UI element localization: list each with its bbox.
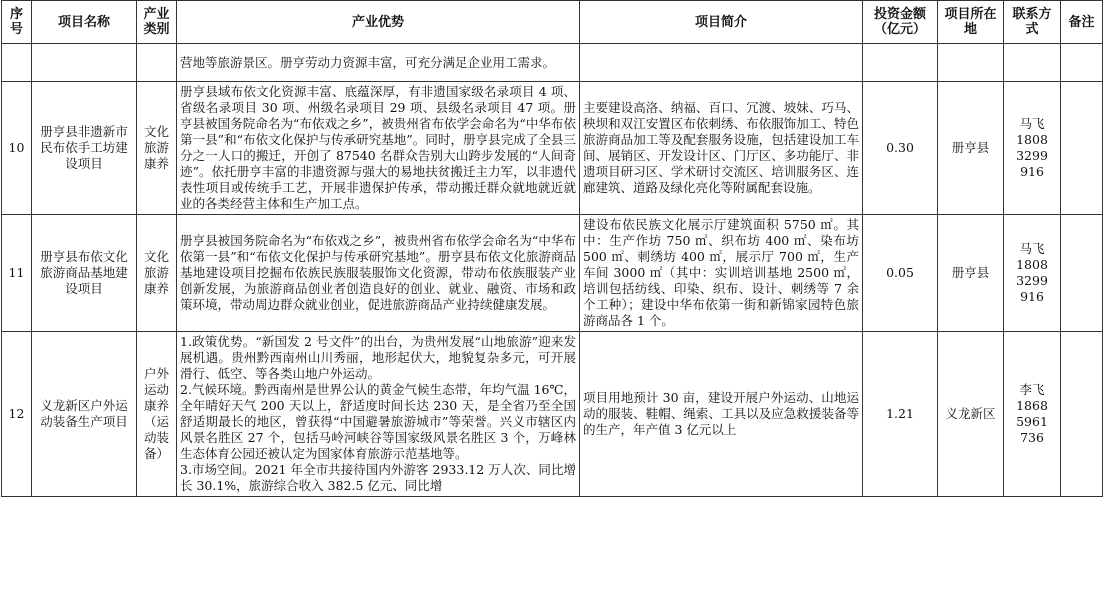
cell-no: 10 — [2, 82, 32, 215]
cell-category: 文化旅游康养 — [137, 82, 177, 215]
cell-no: 11 — [2, 215, 32, 332]
cell-location: 册亨县 — [938, 82, 1004, 215]
header-intro: 项目简介 — [580, 1, 863, 44]
cell-contact: 马飞 1808 3299 916 — [1004, 82, 1061, 215]
header-row — [2, 1, 1103, 44]
cell-name: 册亨县布依文化旅游商品基地建设项目 — [32, 215, 137, 332]
header-no: 序号 — [2, 1, 32, 44]
cell-no: 12 — [2, 332, 32, 497]
investment-project-table — [1, 0, 1103, 497]
cell-note — [1061, 332, 1103, 497]
cell-contact — [1004, 44, 1061, 82]
cell-note — [1061, 215, 1103, 332]
header-amount: 投资金额（亿元） — [863, 1, 938, 44]
cell-intro: 项目用地预计 30 亩，建设开展户外运动、山地运动的服装、鞋帽、绳索、工具以及应急救援装备等的生产，年产值 3 亿元以上 — [580, 332, 863, 497]
cell-location: 册亨县 — [938, 215, 1004, 332]
cell-amount: 1.21 — [863, 332, 938, 497]
cell-location: 义龙新区 — [938, 332, 1004, 497]
cell-category — [137, 44, 177, 82]
cell-advantage: 营地等旅游景区。册亨劳动力资源丰富，可充分满足企业用工需求。 — [177, 44, 580, 82]
cell-category: 文化旅游康养 — [137, 215, 177, 332]
cell-intro: 建设布依民族文化展示厅建筑面积 5750 ㎡。其中：生产作坊 750 ㎡、织布坊 400 ㎡、染布坊 500 ㎡、刺绣坊 400 ㎡，展示厅 700 ㎡，生产车间 3000 ㎡（其中：实训培训基地 2500 ㎡，培训包括纺线、印染、织布、设计、刺绣等 7 余个工种）；建设中华布依第一街和新锦家园特色旅游商品各 1 个。 — [580, 215, 863, 332]
header-category: 产业类别 — [137, 1, 177, 44]
header-contact: 联系方式 — [1004, 1, 1061, 44]
table-row — [2, 332, 1103, 497]
cell-intro: 主要建设高洛、纳福、百口、冗渡、坡妹、巧马、秧坝和双江安置区布依刺绣、布依服饰加工、特色旅游商品加工等及配套服务设施，包括建设加工车间、展销区、开发设计区、门厅区、多功能厅、非遗项目研习区、学术研讨交流区、培训服务区、连廊建筑、道路及绿化亮化等附属配套设施。 — [580, 82, 863, 215]
cell-contact: 马飞 1808 3299 916 — [1004, 215, 1061, 332]
cell-amount: 0.30 — [863, 82, 938, 215]
cell-contact: 李飞 1868 5961 736 — [1004, 332, 1061, 497]
cell-name — [32, 44, 137, 82]
cell-advantage: 1.政策优势。“新国发 2 号文件”的出台，为贵州发展“山地旅游”迎来发展机遇。贵州黔西南州山川秀丽，地形起伏大，地貌复杂多元，可开展滑行、低空、等各类山地户外运动。 2.气候环境。黔西南州是世界公认的黄金气候生态带，年均气温 16℃，全年晴好天气 200 天以上，舒适度时间长达 230 天，是全省乃至全国舒适期最长的地区，曾获得“中国避暑旅游城市”等荣誉。兴义市辖区内风景名胜区 27 个，包括马岭河峡谷等国家级风景名胜区 3 个，万峰林生态体育公园还被认定为国家体育旅游示范基地等。 3.市场空间。2021 年全市共接待国内外游客 2933.12 万人次、同比增长 30.1%，旅游综合收入 382.5 亿元、同比增 — [177, 332, 580, 497]
header-location: 项目所在地 — [938, 1, 1004, 44]
cell-advantage: 册亨县域布依文化资源丰富、底蕴深厚，有非遗国家级名录项目 4 项、省级名录项目 30 项、州级名录项目 29 项、县级名录项目 47 项。册亨县被国务院命名为“布依戏之乡”，被贵州省布依学会命名为“中华布依第一县”和“布依文化保护与传承研究基地”。同时，册亨县完成了全县三分之一人口的搬迁，开创了 87540 名群众告别大山跨步发展的“人间奇迹”。依托册亨丰富的非遗资源与强大的易地扶贫搬迁主力军，以非遗代表性项目或传统手工艺，开展非遗保护传承，带动搬迁群众就地就近就业的各类经营主体和生产加工点。 — [177, 82, 580, 215]
cell-advantage: 册亨县被国务院命名为“布依戏之乡”，被贵州省布依学会命名为“中华布依第一县”和“布依文化保护与传承研究基地”。册亨县布依文化旅游商品基地建设项目挖掘布依族民族服装服饰文化资源，带动布依族服装产业创新发展，为旅游商品创业者创造良好的创业、就业、融资、市场和政策环境，带动周边群众就业创业，促进旅游商品产业持续健康发展。 — [177, 215, 580, 332]
cell-amount — [863, 44, 938, 82]
cell-note — [1061, 44, 1103, 82]
cell-name: 册亨县非遗新市民布依手工坊建设项目 — [32, 82, 137, 215]
header-advantage: 产业优势 — [177, 1, 580, 44]
table-row — [2, 82, 1103, 215]
cell-category: 户外运动康养（运动装备） — [137, 332, 177, 497]
table-row — [2, 215, 1103, 332]
cell-amount: 0.05 — [863, 215, 938, 332]
table-row — [2, 44, 1103, 82]
cell-intro — [580, 44, 863, 82]
header-note: 备注 — [1061, 1, 1103, 44]
cell-no — [2, 44, 32, 82]
cell-location — [938, 44, 1004, 82]
header-name: 项目名称 — [32, 1, 137, 44]
cell-note — [1061, 82, 1103, 215]
cell-name: 义龙新区户外运动装备生产项目 — [32, 332, 137, 497]
